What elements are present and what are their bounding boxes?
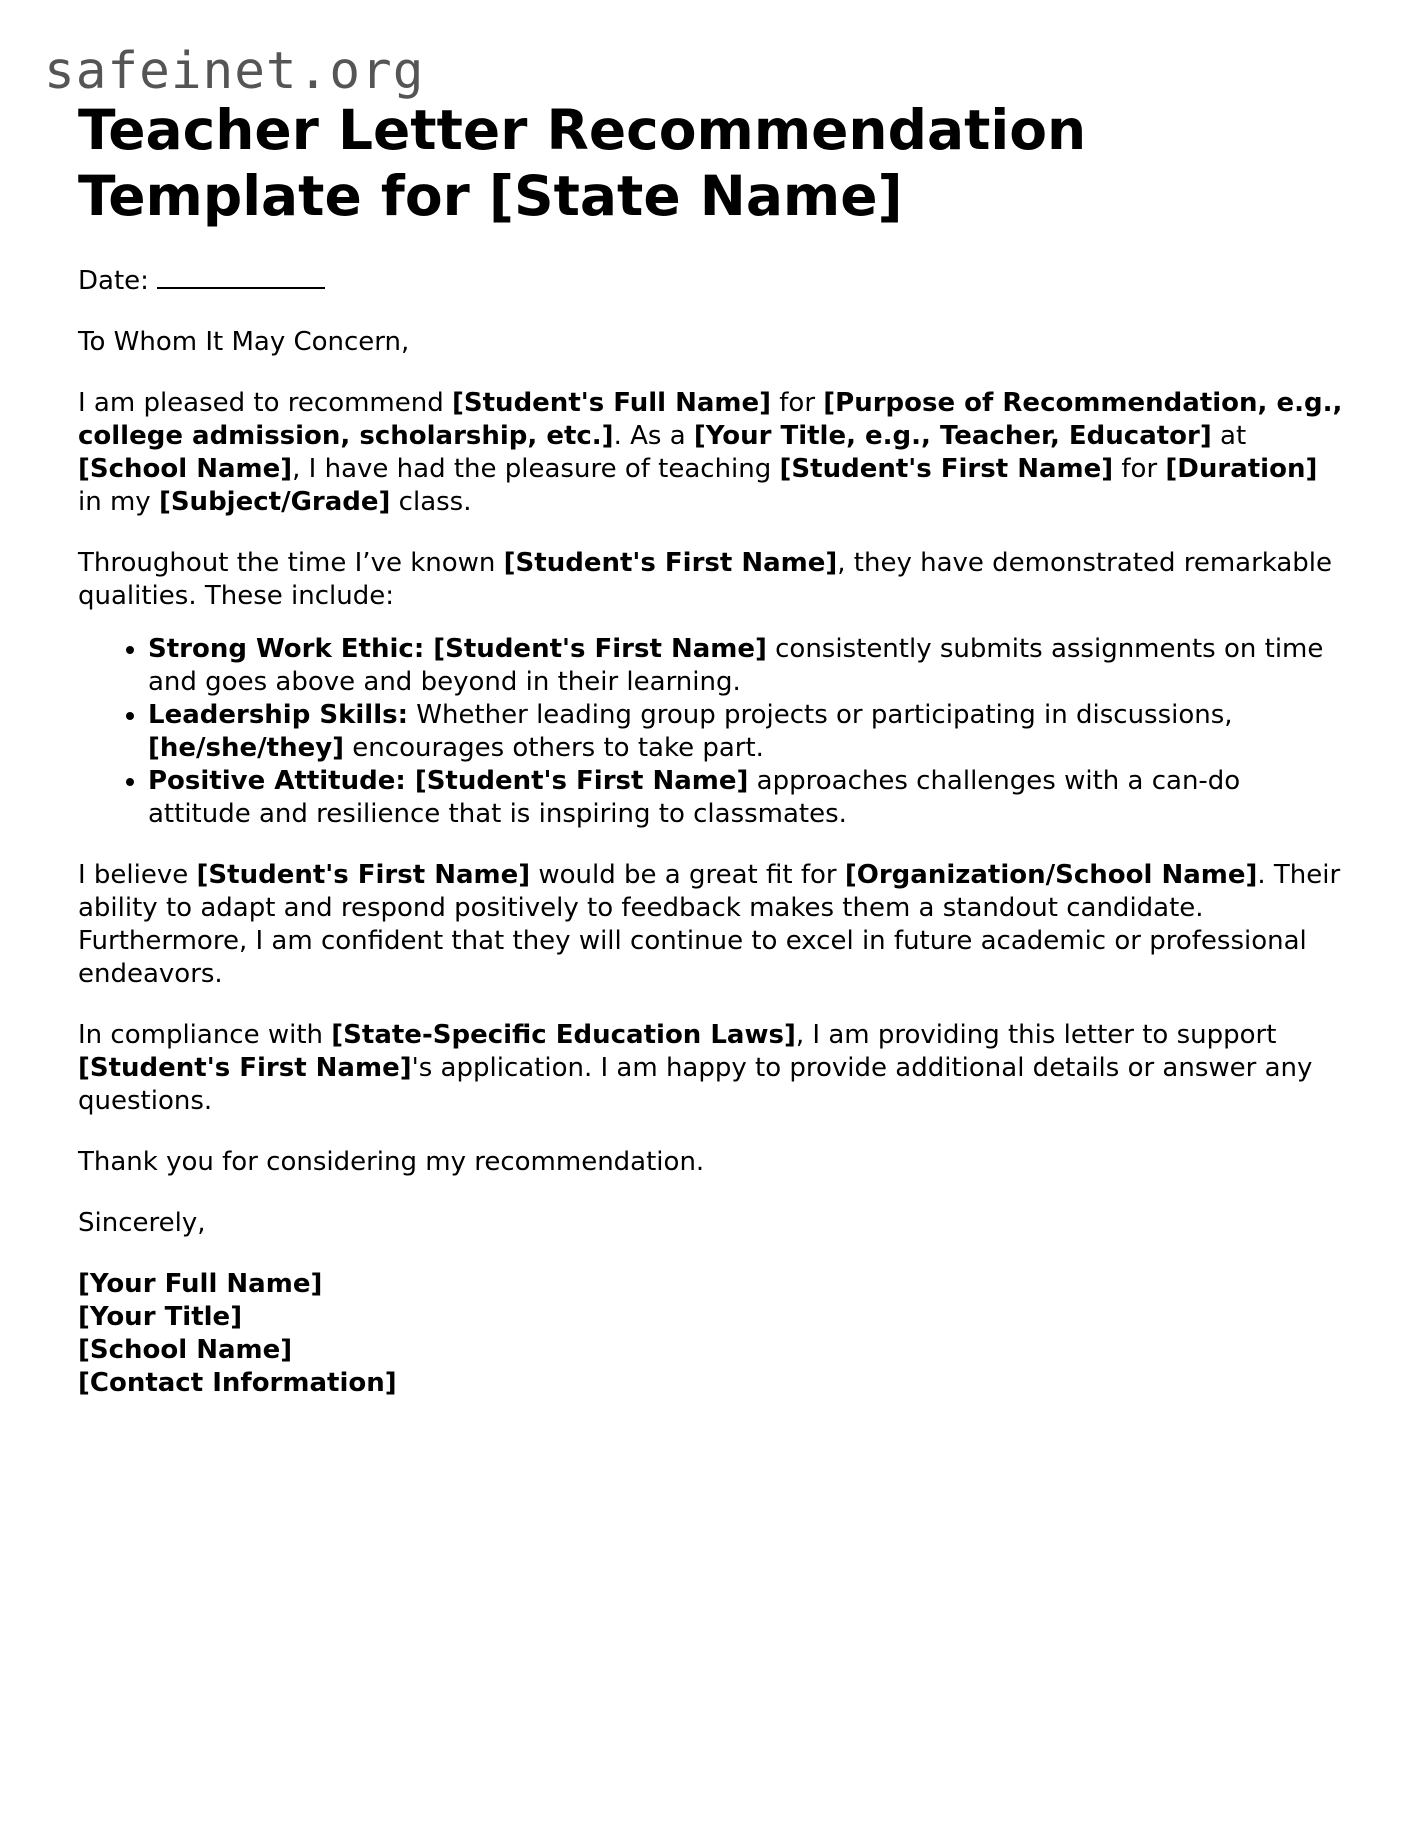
text: 's application. I am happy to provide additional details or answer any questions. (78, 1053, 1313, 1116)
text: I believe (78, 860, 197, 890)
placeholder: [Student's First Name] (78, 1053, 412, 1083)
placeholder: [Duration] (1165, 454, 1318, 484)
text: approaches challenges with a can-do attitude and resilience that is inspiring to classmates. (148, 766, 1241, 829)
quality-label: Strong Work Ethic: (148, 634, 425, 664)
text: . As a (613, 421, 694, 451)
placeholder: [Student's First Name] (196, 860, 531, 890)
placeholder: [Student's First Name] (779, 454, 1114, 484)
placeholder: [Your Title, e.g., Teacher, Educator] (693, 421, 1212, 451)
signature-name: [Your Full Name] (78, 1269, 323, 1299)
placeholder: [State-Specific Education Laws] (331, 1020, 796, 1050)
salutation: To Whom It May Concern, (78, 327, 410, 357)
closing-line: Sincerely, (78, 1208, 206, 1238)
thanks-line: Thank you for considering my recommendation. (78, 1147, 705, 1177)
list-item (148, 633, 1348, 699)
watermark-text: safeinet.org (44, 42, 425, 101)
text: in my (78, 487, 159, 517)
text: In compliance with (78, 1020, 332, 1050)
text: . Their ability to adapt and respond positively to feedback makes them a standout candidate. Furthermore, I am confident that they will continue to excel in future academic or professional endeavors. (78, 860, 1341, 989)
placeholder: [he/she/they] (148, 733, 345, 763)
signature-block (78, 1268, 1348, 1400)
date-line (78, 265, 1348, 298)
text: , they have demonstrated remarkable qualities. These include: (78, 548, 1333, 611)
placeholder: [School Name] (78, 454, 293, 484)
signature-contact: [Contact Information] (78, 1368, 397, 1398)
text: I am pleased to recommend (78, 388, 453, 418)
signature-title: [Your Title] (78, 1302, 243, 1332)
paragraph-intro (78, 387, 1348, 519)
text: , I am providing this letter to support (795, 1020, 1277, 1050)
placeholder: [Organization/School Name] (844, 860, 1258, 890)
text: Throughout the time I’ve known (78, 548, 504, 578)
text: , I have had the pleasure of teaching (292, 454, 780, 484)
text: class. (390, 487, 472, 517)
text: encourages others to take part. (344, 733, 764, 763)
placeholder: [Subject/Grade] (158, 487, 391, 517)
text: consistently submits assignments on time and goes above and beyond in their learning. (148, 634, 1324, 697)
qualities-list (78, 633, 1348, 831)
text: Whether leading group projects or participating in discussions, (408, 700, 1233, 730)
paragraph-qualities-intro (78, 547, 1348, 613)
text: at (1211, 421, 1247, 451)
quality-label: Positive Attitude: (148, 766, 406, 796)
letter-document (78, 97, 1348, 1400)
text: for (771, 388, 824, 418)
text: would be a great fit for (530, 860, 845, 890)
list-item (148, 765, 1348, 831)
paragraph-compliance (78, 1019, 1348, 1118)
placeholder: [Student's Full Name] (452, 388, 771, 418)
text: for (1113, 454, 1166, 484)
quality-label: Leadership Skills: (148, 700, 408, 730)
document-title: Teacher Letter Recommendation Template for [State Name] (78, 98, 1087, 228)
placeholder: [Student's First Name] (405, 766, 749, 796)
signature-school: [School Name] (78, 1335, 293, 1365)
placeholder: [Student's First Name] (424, 634, 767, 664)
placeholder: [Purpose of Recommendation, e.g., college admission, scholarship, etc.] (78, 388, 1343, 451)
date-label: Date: (78, 266, 149, 296)
paragraph-fit (78, 859, 1348, 991)
date-blank (157, 265, 325, 289)
placeholder: [Student's First Name] (503, 548, 838, 578)
list-item (148, 699, 1348, 765)
